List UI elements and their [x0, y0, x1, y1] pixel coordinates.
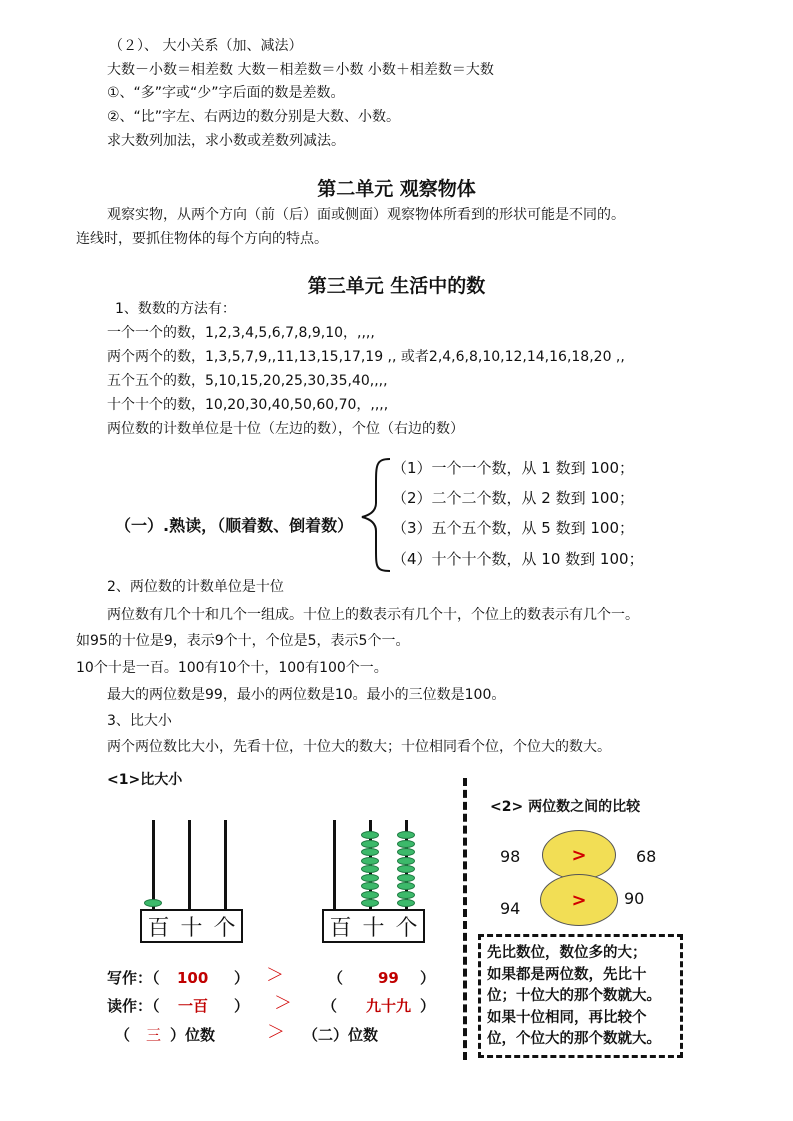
abacus-bead — [361, 874, 379, 882]
abacus-rod — [333, 820, 336, 912]
abacus-bead — [397, 848, 415, 856]
pair1-left: 98 — [500, 847, 521, 866]
count-line: 两个两个的数，1,3,5,7,9,,11,13,15,17,19 ,, 或者2,4,6,8,10,12,14,16,18,20 ,, — [107, 349, 625, 365]
abacus-bead — [361, 899, 379, 907]
size-rule-3: 求大数列加法，求小数或差数列减法。 — [107, 133, 345, 149]
note-line: 位；十位大的那个数就大。 — [487, 988, 661, 1004]
place-label-hundreds: 百 — [147, 915, 170, 941]
place-para-2: 如95的十位是9，表示9个十，个位是5，表示5个一。 — [76, 633, 410, 649]
place-para-3: 10个十是一百。100有10个十，100有100个一。 — [76, 660, 388, 676]
abacus-title: <1>比大小 — [107, 772, 183, 788]
abacus-bead — [361, 882, 379, 890]
unit2-para-2: 连线时，要抓住物体的每个方向的特点。 — [76, 231, 328, 247]
greater-than: ＞ — [266, 965, 284, 986]
open-paren: （ — [322, 997, 338, 1015]
unit2-title: 第二单元 观察物体 — [317, 178, 476, 200]
read-item: （3）五个五个数，从 5 数到 100； — [392, 519, 635, 537]
place-heading: 2、两位数的计数单位是十位 — [107, 579, 284, 595]
pair1-right: 68 — [636, 847, 657, 866]
place-para-1: 两位数有几个十和几个一组成。十位上的数表示有几个十，个位上的数表示有几个一。 — [107, 607, 639, 623]
abacus-place-labels — [322, 909, 425, 943]
abacus-bead — [144, 899, 162, 907]
place-label-ones: 个 — [395, 915, 418, 941]
note-line: 位，个位大的那个数就大。 — [487, 1031, 661, 1047]
pair2-right: 90 — [624, 889, 645, 908]
open-paren: （ — [328, 969, 344, 987]
greater-than: ＞ — [267, 1022, 285, 1043]
greater-than: > — [571, 844, 587, 866]
size-rule-1: ①、“多”字或“少”字后面的数是差数。 — [107, 85, 345, 101]
compare-para: 两个两位数比大小，先看十位，十位大的数大；十位相同看个位，个位大的数大。 — [107, 739, 611, 755]
count-line: 一个一个的数，1,2,3,4,5,6,7,8,9,10，,,,, — [107, 325, 375, 341]
read-item: （2）二个二个数，从 2 数到 100； — [392, 489, 635, 507]
abacus-bead — [361, 840, 379, 848]
read-left-value: 一百 — [178, 997, 209, 1015]
place-label-ones: 个 — [213, 915, 236, 941]
compare-note-box — [478, 934, 683, 1058]
close-paren: ） — [234, 969, 250, 987]
abacus-bead — [361, 831, 379, 839]
write-left-value: 100 — [177, 969, 209, 987]
size-heading: （２）、 大小关系（加、减法） — [109, 38, 303, 54]
digits-suffix: ）位数 — [170, 1026, 216, 1044]
compare-heading: 3、比大小 — [107, 713, 172, 729]
place-label-tens: 十 — [180, 915, 203, 941]
abacus-bead — [397, 882, 415, 890]
unit3-title: 第三单元 生活中的数 — [307, 275, 486, 297]
digits-left-value: 三 — [146, 1026, 162, 1044]
read-row-label: 读作：（ — [107, 997, 160, 1015]
size-formula: 大数－小数＝相差数 大数－相差数＝小数 小数＋相差数＝大数 — [107, 62, 494, 78]
read-right-value: 九十九 — [366, 997, 412, 1015]
write-right-value: 99 — [378, 969, 399, 987]
note-line: 如果都是两位数，先比十 — [487, 966, 647, 983]
abacus-rod — [188, 820, 191, 912]
abacus-bead — [397, 865, 415, 873]
pair2-left: 94 — [500, 899, 521, 918]
count-line: 两位数的计数单位是十位（左边的数），个位（右边的数） — [107, 421, 464, 437]
read-label: （一）.熟读，（顺着数、倒着数） — [115, 516, 354, 535]
place-para-4: 最大的两位数是99，最小的两位数是10。最小的三位数是100。 — [107, 687, 506, 703]
read-item: （1）一个一个数，从 1 数到 100； — [392, 459, 635, 477]
size-rule-2: ②、“比”字左、右两边的数分别是大数、小数。 — [107, 109, 401, 125]
note-line: 如果十位相同，再比较个 — [487, 1009, 647, 1026]
abacus-bead — [361, 865, 379, 873]
abacus-bead — [361, 848, 379, 856]
abacus-bead — [397, 857, 415, 865]
dashed-divider — [463, 778, 467, 1060]
close-paren: ） — [420, 969, 436, 987]
abacus-bead — [361, 857, 379, 865]
compare-ellipse-1 — [542, 830, 616, 880]
compare-ellipse-2 — [540, 874, 618, 926]
close-paren: ） — [420, 997, 436, 1015]
close-paren: ） — [234, 997, 250, 1015]
unit2-para-1: 观察实物，从两个方向（前（后）面或侧面）观察物体所看到的形状可能是不同的。 — [107, 207, 625, 223]
greater-than: > — [571, 889, 587, 911]
digits-right: （二）位数 — [303, 1026, 379, 1044]
compare-box-title: <2> 两位数之间的比较 — [490, 799, 641, 815]
abacus-rod — [224, 820, 227, 912]
place-label-tens: 十 — [362, 915, 385, 941]
count-line: 十个十个的数，10,20,30,40,50,60,70，,,,, — [107, 397, 389, 413]
abacus-bead — [397, 891, 415, 899]
abacus-bead — [361, 891, 379, 899]
note-line: 先比数位，数位多的大； — [487, 945, 647, 961]
write-label: 写作：（ — [107, 969, 160, 987]
greater-than: ＞ — [274, 993, 292, 1014]
abacus-bead — [397, 831, 415, 839]
place-label-hundreds: 百 — [329, 915, 352, 941]
count-line: 五个五个的数，5,10,15,20,25,30,35,40,,,, — [107, 373, 388, 389]
open-paren: （ — [115, 1026, 131, 1044]
counting-heading: 1、数数的方法有： — [115, 301, 236, 317]
read-item: （4）十个十个数，从 10 数到 100； — [392, 550, 644, 568]
abacus-bead — [397, 899, 415, 907]
abacus-bead — [397, 874, 415, 882]
abacus-bead — [397, 840, 415, 848]
abacus-place-labels — [140, 909, 243, 943]
